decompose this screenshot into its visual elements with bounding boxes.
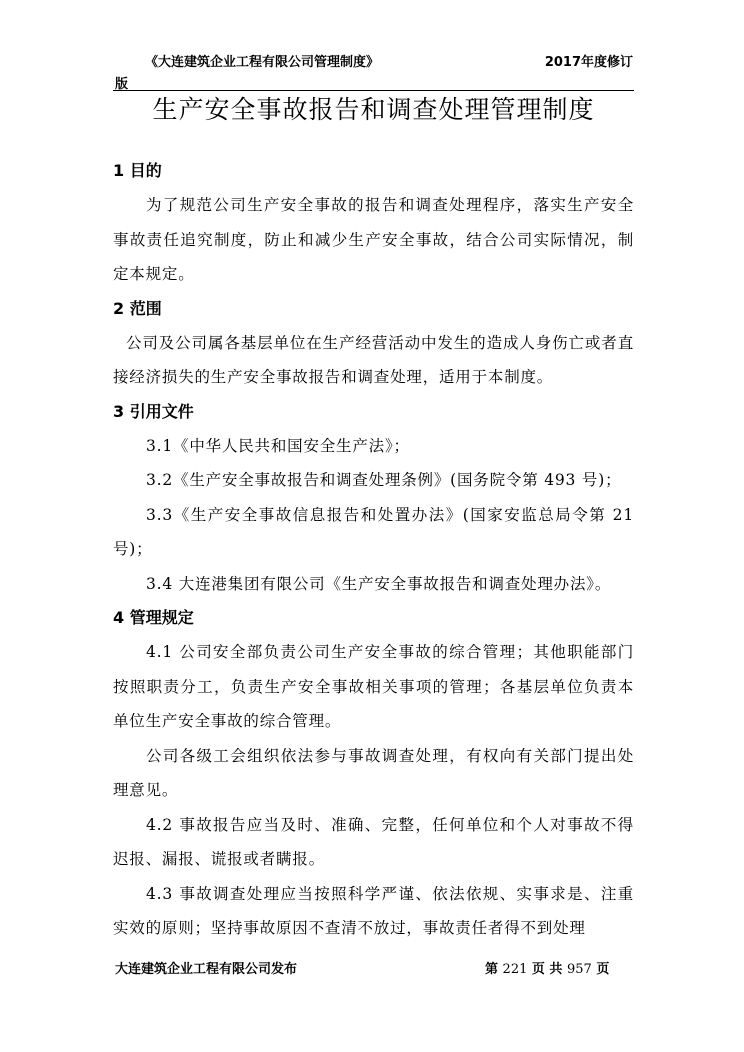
paragraph-scope: 公司及公司属各基层单位在生产经营活动中发生的造成人身伤亡或者直接经济损失的生产安全事故报告和调查处理，适用于本制度。 (113, 333, 634, 386)
page-total: 957 (566, 962, 592, 977)
page-mid: 页 共 (531, 962, 563, 977)
paragraph-union-role: 公司各级工会组织依法参与事故调查处理，有权向有关部门提出处理意见。 (113, 746, 634, 799)
header-revision: 2017年度修订 (544, 55, 633, 70)
paragraph-regulation-4-1: 4.1 公司安全部负责公司生产安全事故的综合管理；其他职能部门按照职责分工，负责生产安全事故相关事项的管理；各基层单位负责本单位生产安全事故的综合管理。 (113, 643, 634, 730)
paragraph-purpose: 为了规范公司生产安全事故的报告和调查处理程序，落实生产安全事故责任追究制度，防止和减少生产安全事故，结合公司实际情况，制定本规定。 (113, 196, 634, 283)
page-prefix: 第 (485, 962, 499, 977)
section-heading-references: 3 引用文件 (113, 401, 194, 421)
reference-item: 3.1《中华人民共和国安全生产法》； (146, 436, 410, 455)
footer-publisher: 大连建筑企业工程有限公司发布 (115, 962, 298, 977)
section-heading-purpose: 1 目的 (113, 161, 162, 180)
section-heading-scope: 2 范围 (113, 298, 162, 318)
paragraph-regulation-4-3: 4.3 事故调查处理应当按照科学严谨、依法依规、实事求是、注重实效的原则；坚持事故原因不查清不放过，事故责任者得不到处理 (113, 884, 634, 937)
paragraph-regulation-4-2: 4.2 事故报告应当及时、准确、完整，任何单位和个人对事故不得迟报、漏报、谎报或者瞒报。 (113, 815, 634, 868)
document-body (113, 154, 634, 946)
page-number (485, 959, 609, 981)
section-heading-regulations: 4 管理规定 (113, 608, 194, 627)
page-suffix: 页 (596, 962, 610, 977)
reference-item: 3.4 大连港集团有限公司《生产安全事故报告和调查处理办法》。 (146, 574, 612, 593)
header-revision-wrap: 版 (115, 77, 129, 92)
document-title: 生产安全事故报告和调查处理管理制度 (152, 95, 595, 124)
header-document-name: 《大连建筑企业工程有限公司管理制度》 (145, 55, 380, 70)
reference-item: 3.3《生产安全事故信息报告和处置办法》(国家安监总局令第 21 号)； (113, 505, 634, 558)
page-current: 221 (502, 962, 528, 977)
reference-item: 3.2《生产安全事故报告和调查处理条例》(国务院令第 493 号)； (146, 471, 622, 489)
page-footer (115, 959, 635, 981)
